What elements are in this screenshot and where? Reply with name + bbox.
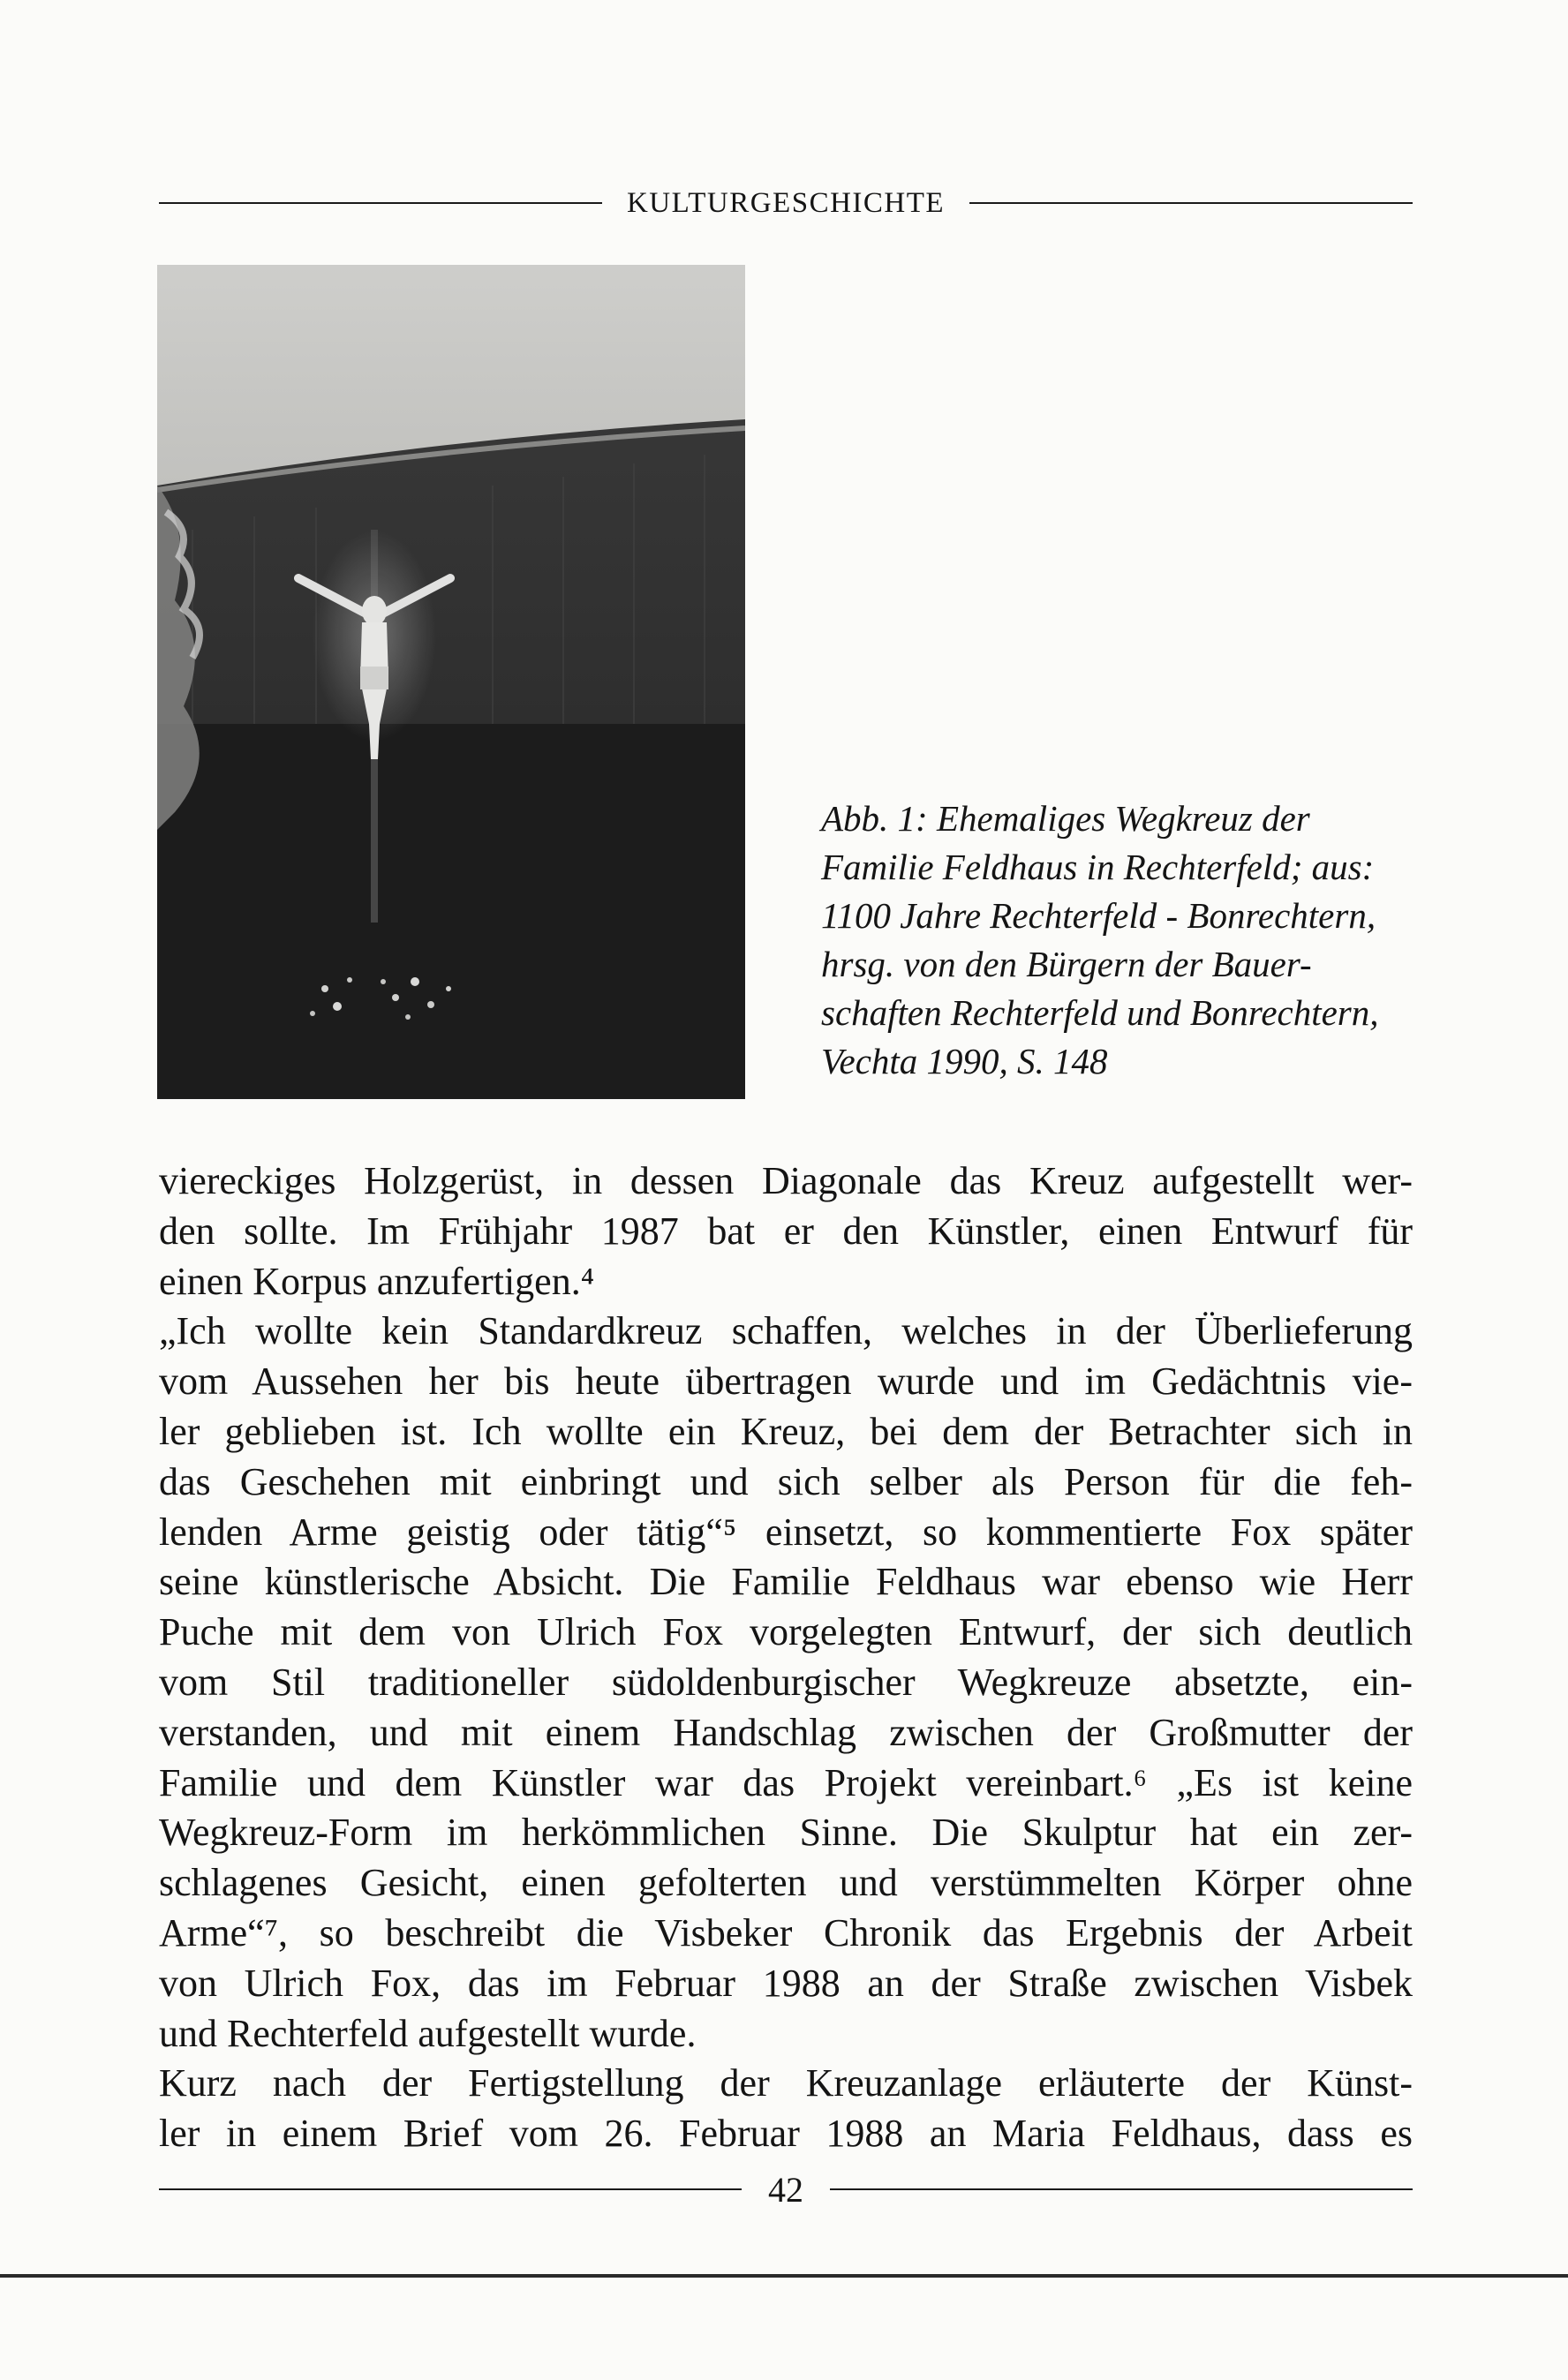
header-rule-right [969, 202, 1413, 204]
caption-line: Abb. 1: Ehemaliges Wegkreuz der [821, 798, 1310, 839]
caption-line: 1100 Jahre Rechterfeld - Bonrechtern, [821, 895, 1376, 936]
text-line: ler in einem Brief vom 26. Februar 1988 an Maria Feldhaus, dass es [159, 2112, 1413, 2156]
caption-line: Vechta 1990, S. 148 [821, 1041, 1108, 1081]
text-line: Kurz nach der Fertigstellung der Kreuzanlage erläuterte der Künst- [159, 2061, 1413, 2105]
scan-edge-line [0, 2274, 1568, 2278]
caption-line: hrsg. von den Bürgern der Bauer- [821, 944, 1312, 984]
text-line: vom Stil traditioneller südoldenburgischer Wegkreuze absetzte, ein- [159, 1660, 1413, 1704]
text-line: seine künstlerische Absicht. Die Familie Feldhaus war ebenso wie Herr [159, 1560, 1413, 1604]
text-line: Wegkreuz-Form im herkömmlichen Sinne. Die Skulptur hat ein zer- [159, 1811, 1413, 1855]
text-line: Arme“⁷, so beschreibt die Visbeker Chronik das Ergebnis der Arbeit [159, 1910, 1413, 1954]
header-rule-left [159, 202, 602, 204]
figure-caption [821, 795, 1421, 1086]
text-line: und Rechterfeld aufgestellt wurde. [159, 2011, 697, 2055]
text-line: „Ich wollte kein Standardkreuz schaffen, welches in der Überlieferung [159, 1309, 1413, 1353]
footer-rule-left [159, 2188, 742, 2190]
text-line: schlagenes Gesicht, einen gefolterten und verstümmelten Körper ohne [159, 1861, 1413, 1905]
body-text [159, 1156, 1413, 2159]
text-line: das Geschehen mit einbringt und sich selber als Person für die feh- [159, 1459, 1413, 1503]
text-line: den sollte. Im Frühjahr 1987 bat er den Künstler, einen Entwurf für [159, 1209, 1413, 1253]
text-line: von Ulrich Fox, das im Februar 1988 an der Straße zwischen Visbek [159, 1961, 1413, 2005]
running-header [159, 177, 1413, 230]
page-number: 42 [768, 2169, 803, 2210]
caption-line: schaften Rechterfeld und Bonrechtern, [821, 992, 1379, 1033]
text-line: einen Korpus anzufertigen.⁴ [159, 1259, 595, 1303]
text-line: viereckiges Holzgerüst, in dessen Diagonale das Kreuz aufgestellt wer- [159, 1159, 1413, 1202]
text-line: ler geblieben ist. Ich wollte ein Kreuz, bei dem der Betrachter sich in [159, 1409, 1413, 1453]
text-line: Puche mit dem von Ulrich Fox vorgelegten Entwurf, der sich deutlich [159, 1610, 1413, 1654]
caption-line: Familie Feldhaus in Rechterfeld; aus: [821, 847, 1375, 887]
text-line: verstanden, und mit einem Handschlag zwischen der Großmutter der [159, 1710, 1413, 1754]
figure-photo-wayside-cross [157, 265, 745, 1099]
text-line: Familie und dem Künstler war das Projekt vereinbart.⁶ „Es ist keine [159, 1760, 1413, 1804]
text-line: vom Aussehen her bis heute übertragen wurde und im Gedächtnis vie- [159, 1359, 1413, 1404]
page-footer [159, 2163, 1413, 2216]
wayside-cross-photo [157, 265, 745, 1099]
text-line: lenden Arme geistig oder tätig“⁵ einsetzt, so kommentierte Fox später [159, 1510, 1413, 1554]
footer-rule-right [830, 2188, 1413, 2190]
section-title: KULTURGESCHICHTE [626, 186, 946, 219]
